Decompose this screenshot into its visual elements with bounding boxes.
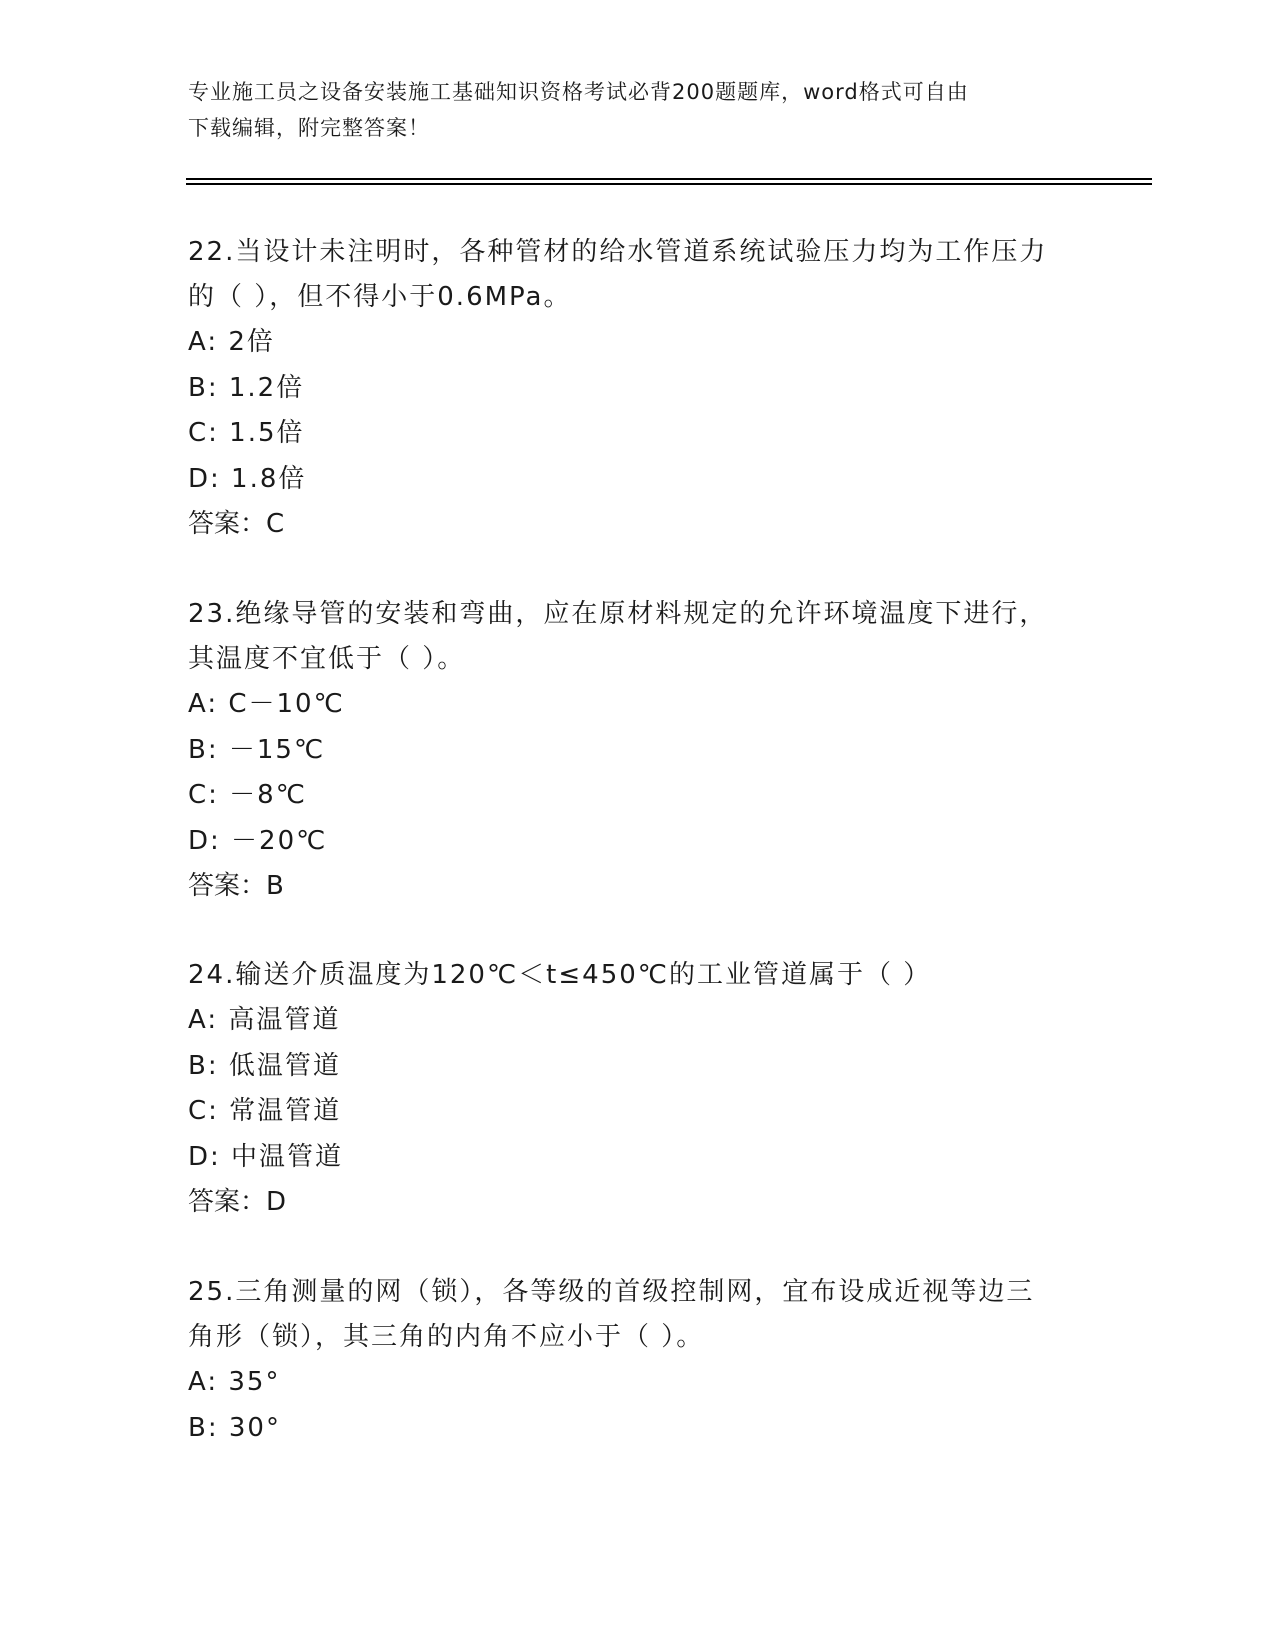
question-stem-line-1: 25.三角测量的网（锁），各等级的首级控制网，宜布设成近视等边三 <box>188 1277 1035 1307</box>
option-c: C: 1.5倍 <box>188 418 305 448</box>
question-stem-line-1: 22.当设计未注明时，各种管材的给水管道系统试验压力均为工作压力 <box>188 237 1048 267</box>
option-b: B: 低温管道 <box>188 1050 341 1081</box>
option-d: D: 中温管道 <box>188 1141 344 1172</box>
option-d: D: 1.8倍 <box>188 463 307 494</box>
option-b: B: －15℃ <box>188 734 326 765</box>
question-stem-line-2: 其温度不宜低于（ ）。 <box>188 644 466 674</box>
option-d: D: －20℃ <box>188 825 328 856</box>
question-stem-line-1: 23.绝缘导管的安装和弯曲，应在原材料规定的允许环境温度下进行， <box>188 599 1048 629</box>
option-a: A: 2倍 <box>188 327 275 357</box>
header-divider-bottom <box>186 183 1152 185</box>
document-header <box>188 74 1068 146</box>
header-line-2: 下载编辑，附完整答案！ <box>188 116 430 140</box>
answer: 答案：C <box>188 509 285 539</box>
answer: 答案：B <box>188 871 284 901</box>
option-b: B: 1.2倍 <box>188 372 305 403</box>
option-c: C: －8℃ <box>188 780 307 810</box>
option-a: A: 35° <box>188 1367 281 1397</box>
header-line-1: 专业施工员之设备安装施工基础知识资格考试必背200题题库，word格式可自由 <box>188 80 969 104</box>
question-stem-line-1: 24.输送介质温度为120℃＜t≤450℃的工业管道属于（ ） <box>188 960 932 990</box>
option-c: C: 常温管道 <box>188 1096 342 1126</box>
question-25 <box>188 1270 1078 1451</box>
question-24 <box>188 953 1078 1225</box>
answer: 答案：D <box>188 1187 287 1217</box>
question-22 <box>188 230 1078 547</box>
option-b: B: 30° <box>188 1412 281 1443</box>
option-a: A: 高温管道 <box>188 1005 341 1035</box>
question-stem-line-2: 的（ ），但不得小于0.6MPa。 <box>188 282 572 312</box>
question-stem-line-2: 角形（锁），其三角的内角不应小于（ ）。 <box>188 1322 705 1352</box>
option-a: A: C－10℃ <box>188 689 345 719</box>
question-23 <box>188 592 1078 909</box>
header-divider-top <box>186 178 1152 180</box>
